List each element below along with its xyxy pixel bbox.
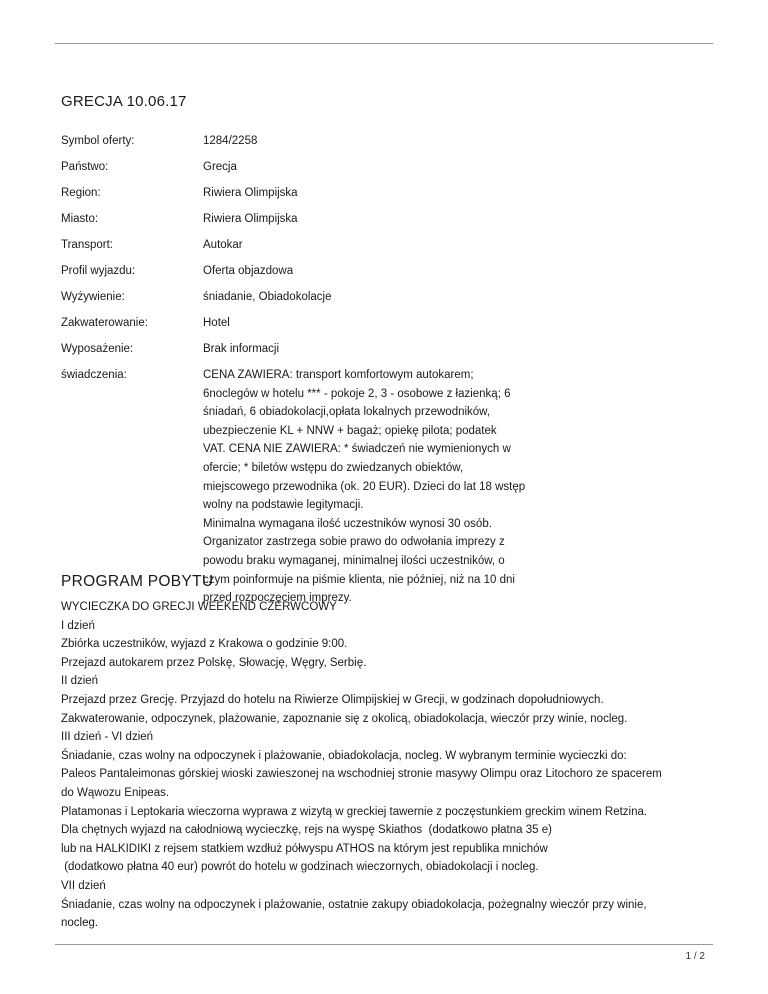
detail-row xyxy=(61,238,661,253)
services-line: Minimalna wymagana ilość uczestników wynosi 30 osób. xyxy=(203,517,492,530)
detail-row xyxy=(61,316,661,331)
program-line: II dzień xyxy=(61,675,99,688)
program-line: Zbiórka uczestników, wyjazd z Krakowa o godzinie 9:00. xyxy=(61,638,348,651)
detail-label: Profil wyjazdu: xyxy=(61,265,136,277)
program-line: (dodatkowo płatna 40 eur) powrót do hotelu w godzinach wieczornych, obiadokolacji i nocleg. xyxy=(61,861,539,874)
services-label: świadczenia: xyxy=(61,369,127,381)
program-line: nocleg. xyxy=(61,917,99,930)
services-line: powodu braku wymaganej, minimalnej ilości uczestników, o xyxy=(203,554,505,567)
detail-value: Autokar xyxy=(203,239,243,251)
detail-row xyxy=(61,290,661,305)
detail-row xyxy=(61,160,661,175)
program-line: Przejazd przez Grecję. Przyjazd do hotelu na Riwierze Olimpijskiej w Grecji, w godzinach dopołudniowych. xyxy=(61,693,604,706)
services-line: przed rozpoczęciem imprezy. xyxy=(203,592,352,605)
detail-value: śniadanie, Obiadokolacje xyxy=(203,291,332,303)
program-line: do Wąwozu Enipeas. xyxy=(61,786,170,799)
bottom-divider xyxy=(55,944,713,945)
detail-value: Brak informacji xyxy=(203,343,280,355)
program-line: WYCIECZKA DO GRECJI WEEKEND CZERWCOWY xyxy=(61,601,337,613)
top-divider xyxy=(55,43,713,44)
detail-label: Miasto: xyxy=(61,213,99,225)
detail-row xyxy=(61,134,661,149)
services-line: ubezpieczenie KL + NNW + bagaż; opiekę pilota; podatek xyxy=(203,424,497,437)
page-title: GRECJA 10.06.17 xyxy=(61,93,187,110)
detail-value: Grecja xyxy=(203,161,237,173)
services-line: wolny na podstawie legitymacji. xyxy=(203,499,364,512)
services-line: śniadań, 6 obiadokolacji,opłata lokalnych przewodników, xyxy=(203,406,491,419)
services-line: 6noclegów w hotelu *** - pokoje 2, 3 - osobowe z łazienką; 6 xyxy=(203,387,511,400)
detail-value: Oferta objazdowa xyxy=(203,265,294,277)
detail-label: Transport: xyxy=(61,239,113,251)
services-row xyxy=(61,368,661,608)
services-line: miejscowego przewodnika (ok. 20 EUR). Dzieci do lat 18 wstęp xyxy=(203,480,526,493)
offer-details xyxy=(61,134,661,619)
detail-row xyxy=(61,186,661,201)
program-line: Zakwaterowanie, odpoczynek, plażowanie, zapoznanie się z okolicą, obiadokolacja, wieczór przy winie, nocleg. xyxy=(61,712,628,725)
program-line: Platamonas i Leptokaria wieczorna wyprawa z wizytą w greckiej tawernie z poczęstunkiem greckim winem Retzina. xyxy=(61,805,648,818)
detail-value: Riwiera Olimpijska xyxy=(203,187,298,199)
program-line: VII dzień xyxy=(61,879,106,892)
program-text xyxy=(61,598,711,933)
services-line: VAT. CENA NIE ZAWIERA: * świadczeń nie wymienionych w xyxy=(203,443,511,456)
program-line: Śniadanie, czas wolny na odpoczynek i plażowanie, obiadokolacja, nocleg. W wybranym terminie wycieczki do: xyxy=(61,749,627,762)
detail-value: Hotel xyxy=(203,317,230,329)
detail-value: 1284/2258 xyxy=(203,135,258,147)
program-line: III dzień - VI dzień xyxy=(61,731,154,744)
detail-label: Symbol oferty: xyxy=(61,135,135,147)
detail-row xyxy=(61,342,661,357)
services-line: czym poinformuje na piśmie klienta, nie później, niż na 10 dni xyxy=(203,573,515,586)
detail-value: Riwiera Olimpijska xyxy=(203,213,298,225)
program-line: Śniadanie, czas wolny na odpoczynek i plażowanie, ostatnie zakupy obiadokolacja, pożegnalny wieczór przy winie, xyxy=(61,898,647,911)
program-line: lub na HALKIDIKI z rejsem statkiem wzdłuż półwyspu ATHOS na którym jest republika mnichów xyxy=(61,842,548,855)
detail-label: Wyżywienie: xyxy=(61,291,125,303)
services-line: Organizator zastrzega sobie prawo do odwołania imprezy z xyxy=(203,536,505,549)
program-line: Paleos Pantaleimonas górskiej wioski zawieszonej na wschodniej stronie masywy Olimpu oraz Litochoro ze spacerem xyxy=(61,768,662,781)
program-line: Dla chętnych wyjazd na całodniową wycieczkę, rejs na wyspę Skiathos (dodatkowo płatna 35 e) xyxy=(61,824,552,837)
detail-row xyxy=(61,264,661,279)
page-number: 1 / 2 xyxy=(685,951,705,962)
detail-label: Region: xyxy=(61,187,101,199)
detail-label: Zakwaterowanie: xyxy=(61,317,148,329)
detail-row xyxy=(61,212,661,227)
detail-label: Państwo: xyxy=(61,161,109,173)
program-heading: PROGRAM POBYTU xyxy=(61,573,214,590)
services-line: ofercie; * biletów wstępu do zwiedzanych obiektów, xyxy=(203,461,464,474)
program-line: I dzień xyxy=(61,619,95,632)
detail-label: Wyposażenie: xyxy=(61,343,134,355)
services-text xyxy=(203,366,543,608)
services-line: CENA ZAWIERA: transport komfortowym autokarem; xyxy=(203,369,474,381)
program-line: Przejazd autokarem przez Polskę, Słowację, Węgry, Serbię. xyxy=(61,656,367,669)
